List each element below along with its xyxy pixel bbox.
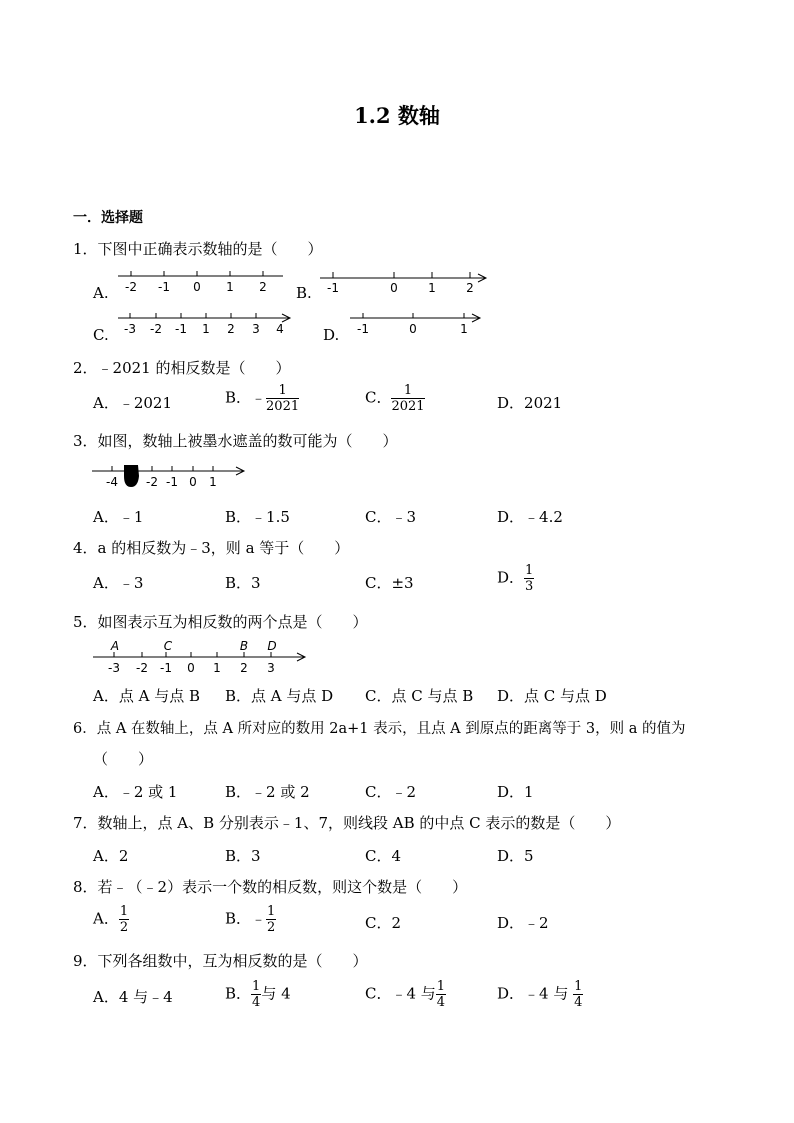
section-heading: 一．选择题 — [73, 210, 143, 226]
q1-axis-c-label: -2 — [150, 322, 162, 336]
q5-axis-label: -2 — [136, 661, 148, 675]
q1-axis-d-label: 0 — [409, 322, 417, 336]
q5-axis-label: 1 — [213, 661, 221, 675]
q2-option-a: A．﹣2021 — [93, 394, 173, 412]
q1-axis-b-label: 1 — [428, 281, 436, 295]
question-6-stem-cont: （ ） — [93, 750, 154, 768]
q9-option-a: A．4 与﹣4 — [93, 988, 173, 1006]
question-1-stem: 1．下图中正确表示数轴的是（ ） — [73, 240, 323, 258]
fraction: $\frac{1}{2}$ — [119, 904, 129, 935]
q1-axis-a-label: -2 — [125, 280, 137, 294]
point-label-c: C — [163, 639, 173, 653]
question-2-stem: 2．﹣2021 的相反数是（ ） — [73, 359, 291, 377]
q4-option-d: D． $\frac{1}{3}$ — [497, 563, 534, 594]
q5-axis-label: 0 — [187, 661, 195, 675]
q3-axis-label: -4 — [106, 475, 118, 489]
q4-option-b: B．3 — [225, 574, 261, 592]
q1-axis-c — [118, 312, 298, 342]
q5-option-d: D．点 C 与点 D — [497, 687, 607, 705]
question-7-stem: 7．数轴上，点 A、B 分别表示﹣1、7，则线段 AB 的中点 C 表示的数是（ ） — [73, 814, 621, 832]
q1-option-a-label: A. — [93, 284, 109, 302]
point-label-b: B — [239, 639, 249, 653]
fraction: $\frac{1}{3}$ — [525, 563, 534, 594]
q3-option-b: B．﹣1.5 — [225, 508, 290, 526]
q1-axis-d — [350, 312, 486, 342]
q9-option-b: B． $\frac{1}{4}$ 与 4 — [225, 979, 291, 1010]
q3-option-a: A．﹣1 — [93, 508, 144, 526]
q5-option-a: A．点 A 与点 B — [93, 687, 200, 705]
q9-option-d: D．﹣4 与 $\frac{1}{4}$ — [497, 979, 583, 1010]
q1-axis-a-label: 1 — [226, 280, 234, 294]
q3-option-c: C．﹣3 — [365, 508, 417, 526]
question-9-stem: 9．下列各组数中，互为相反数的是（ ） — [73, 952, 368, 970]
page-title: 1.2 数轴 — [354, 103, 440, 128]
q5-axis-label: -3 — [108, 661, 120, 675]
q3-number-line — [92, 462, 252, 492]
q6-option-a: A．﹣2 或 1 — [93, 783, 178, 801]
q3-axis-label: 1 — [209, 475, 217, 489]
q3-axis-label: -2 — [146, 475, 158, 489]
q6-option-c: C．﹣2 — [365, 783, 417, 801]
q6-option-d: D．1 — [497, 783, 534, 801]
q5-axis-label: 2 — [240, 661, 248, 675]
q1-axis-d-label: -1 — [357, 322, 369, 336]
q1-axis-a-label: -1 — [158, 280, 170, 294]
q1-axis-c-label: 4 — [276, 322, 284, 336]
q2-option-d: D．2021 — [497, 394, 563, 412]
point-label-a: A — [110, 639, 120, 653]
q1-axis-c-label: -1 — [175, 322, 187, 336]
points — [110, 639, 277, 653]
q2-option-c: C． $\frac{1}{2021}$ — [365, 383, 425, 414]
q4-option-a: A．﹣3 — [93, 574, 144, 592]
q1-axis-a-ticks — [131, 271, 263, 276]
q8-option-c: C．2 — [365, 914, 402, 932]
q3-option-d: D．﹣4.2 — [497, 508, 563, 526]
question-6-stem: 6．点 A 在数轴上，点 A 所对应的数用 2a+1 表示，且点 A 到原点的距离等于 3，则 a 的值为 — [73, 721, 686, 737]
q3-axis-label: -1 — [166, 475, 178, 489]
q1-axis-b-label: -1 — [327, 281, 339, 295]
q1-axis-c-label: 1 — [202, 322, 210, 336]
q2-option-b: B．﹣ $\frac{1}{2021}$ — [225, 383, 300, 414]
question-4-stem: 4．a 的相反数为﹣3，则 a 等于（ ） — [73, 539, 350, 557]
fraction: $\frac{1}{2021}$ — [266, 383, 300, 414]
fraction: $\frac{1}{2021}$ — [391, 383, 425, 414]
ink-blot — [124, 465, 139, 487]
q8-option-a: A． $\frac{1}{2}$ — [93, 904, 129, 935]
q1-axis-c-label: 2 — [227, 322, 235, 336]
question-8-stem: 8．若﹣（﹣2）表示一个数的相反数，则这个数是（ ） — [73, 878, 468, 896]
fraction: $\frac{1}{4}$ — [252, 979, 261, 1010]
q5-axis-label: 3 — [267, 661, 275, 675]
q7-option-d: D．5 — [497, 847, 534, 865]
q1-option-b-label: B. — [296, 284, 312, 302]
fraction: $\frac{1}{2}$ — [267, 904, 276, 935]
q1-axis-a-label: 0 — [193, 280, 201, 294]
q5-axis-label: -1 — [160, 661, 172, 675]
q5-option-b: B．点 A 与点 D — [225, 687, 334, 705]
point-label-d: D — [267, 639, 277, 653]
q1-axis-b-label: 2 — [466, 281, 474, 295]
question-3-stem: 3．如图，数轴上被墨水遮盖的数可能为（ ） — [73, 432, 398, 450]
q9-option-c: C．﹣4 与 $\frac{1}{4}$ — [365, 979, 446, 1010]
q3-axis-label: 0 — [189, 475, 197, 489]
question-5-stem: 5．如图表示互为相反数的两个点是（ ） — [73, 613, 368, 631]
fraction: $\frac{1}{4}$ — [574, 979, 583, 1010]
q1-axis-b-label: 0 — [390, 281, 398, 295]
q5-number-line — [93, 637, 313, 677]
q6-option-b: B．﹣2 或 2 — [225, 783, 310, 801]
q4-option-c: C．±3 — [365, 574, 414, 592]
q8-option-d: D．﹣2 — [497, 914, 549, 932]
q1-axis-c-label: -3 — [124, 322, 136, 336]
q5-option-c: C．点 C 与点 B — [365, 687, 474, 705]
q1-option-c-label: C. — [93, 326, 109, 344]
q1-axis-b — [320, 270, 492, 300]
q8-option-b: B．﹣ $\frac{1}{2}$ — [225, 904, 276, 935]
fraction: $\frac{1}{4}$ — [436, 979, 446, 1010]
q1-option-d-label: D. — [323, 326, 340, 344]
q7-option-a: A．2 — [93, 847, 129, 865]
q1-axis-c-label: 3 — [252, 322, 260, 336]
q1-axis-a-label: 2 — [259, 280, 267, 294]
q7-option-b: B．3 — [225, 847, 261, 865]
q7-option-c: C．4 — [365, 847, 402, 865]
q1-axis-a — [118, 270, 288, 300]
q1-axis-d-label: 1 — [460, 322, 468, 336]
